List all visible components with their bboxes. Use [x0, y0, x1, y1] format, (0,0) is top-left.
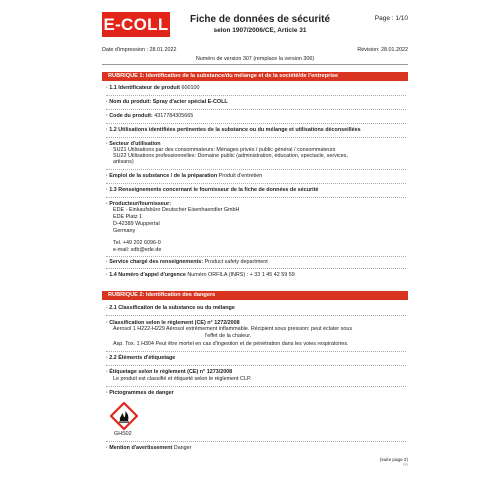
title-sub: selon 1907/2006/CE, Article 31 [213, 27, 307, 34]
aspiration-hazard: Asp. Tox. 1 H304 Peut être mortel en cas d'ingestion et de pénétration dans les voies respiratoires. [113, 341, 349, 347]
divider [106, 95, 406, 96]
product-name: · Nom du produit: Spray d'acier spécial E-COLL [106, 99, 228, 105]
product-code: · Code du produit: 4317784305665 [106, 113, 194, 119]
divider [106, 137, 406, 138]
labelling-statement: Le produit est classifié et étiqueté selon le règlement CLP. [113, 376, 252, 382]
flame-pictogram-icon [110, 402, 138, 430]
title-main: Fiche de données de sécurité [189, 14, 331, 25]
footer-code: FR [403, 463, 408, 467]
divider [106, 386, 406, 387]
page-number: Page : 1/10 [374, 15, 408, 22]
aerosol-hazard-cont: l'effet de la chaleur. [205, 333, 252, 339]
clp-classification-label: · Classification selon le règlement (CE) n° 1272/2008 [106, 320, 240, 326]
signal-word: · Mention d'avertissement Danger [106, 445, 192, 451]
divider [106, 183, 406, 184]
hazard-pictograms-label: · Pictogrammes de danger [106, 390, 174, 396]
divider [106, 169, 406, 170]
labelling-elements: · 2.2 Éléments d'étiquetage [106, 355, 176, 361]
divider [106, 256, 406, 257]
divider [106, 123, 406, 124]
su22-line-cont: artisans) [113, 159, 134, 165]
section-1-heading: RUBRIQUE 1: Identification de la substance/du mélange et de la société/de l'entreprise [102, 72, 408, 81]
identified-uses: · 1.2 Utilisations identifiées pertinentes de la substance ou du mélange et utilisations déconseillées [106, 127, 361, 133]
ecoll-logo: E-COLL [102, 12, 170, 37]
continued-note: (suite page 2) [379, 457, 408, 462]
producer-label: · Producteur/fournisseur: [106, 201, 171, 207]
print-date: Date d'impression : 28.01.2022 [102, 47, 177, 53]
emergency-number: · 1.4 Numéro d'appel d'urgence Numéro ORFILA (INRS) : + 33 1 45 42 59 59 [106, 272, 295, 278]
date-line [102, 47, 408, 53]
address-country: Germany [113, 228, 136, 234]
document-title [180, 14, 340, 35]
su22-line: SU22 Utilisations professionnelles: Domaine public (administration, éducation, spectacle, services, [113, 153, 348, 159]
use-of-substance: · Emploi de la substance / de la préparation Produit d'entretien [106, 173, 263, 179]
sector-label: · Secteur d'utilisation [106, 141, 161, 147]
info-service: · Service chargé des renseignements: Product safety department [106, 259, 268, 265]
su21-line: SU21 Utilisations par des consommateurs: Ménages privés / public général / consommateurs [113, 147, 336, 153]
address-city: D-42389 Wuppertal [113, 221, 160, 227]
section-2-heading: RUBRIQUE 2: Identification des dangers [102, 291, 408, 300]
divider [106, 365, 406, 366]
ghs-code: GHS02 [114, 431, 132, 437]
revision-date: Révision: 28.01.2022 [357, 47, 408, 53]
divider [106, 351, 406, 352]
divider [106, 109, 406, 110]
supplier-info-heading: · 1.3 Renseignements concernant le fournisseur de la fiche de données de sécurité [106, 187, 319, 193]
header-rule [102, 64, 408, 65]
version-line: Numéro de version 307 (remplace la version 306) [195, 56, 315, 62]
aerosol-hazard: Aerosol 1 H222-H229 Aérosol extrêmement inflammable. Récipient sous pression: peut éclater sous [113, 326, 353, 332]
divider [106, 315, 406, 316]
telephone: Tel. +49 202 6096-0 [113, 240, 161, 246]
divider [106, 197, 406, 198]
product-identifier: · 1.1 Identificateur de produit 600100 [106, 85, 200, 91]
labelling-regulation: · Étiquetage selon le règlement (CE) n° 1273/2008 [106, 369, 233, 375]
address-company: EDE - Einkaufsbüro Deutscher Eisenhaendler GmbH [113, 207, 240, 213]
divider [106, 441, 406, 442]
address-street: EDE Platz 1 [113, 214, 143, 220]
email: e-mail: sdb@ede.de [113, 247, 162, 253]
divider [106, 268, 406, 269]
classification-heading: · 2.1 Classification de la substance ou du mélange [106, 305, 235, 311]
